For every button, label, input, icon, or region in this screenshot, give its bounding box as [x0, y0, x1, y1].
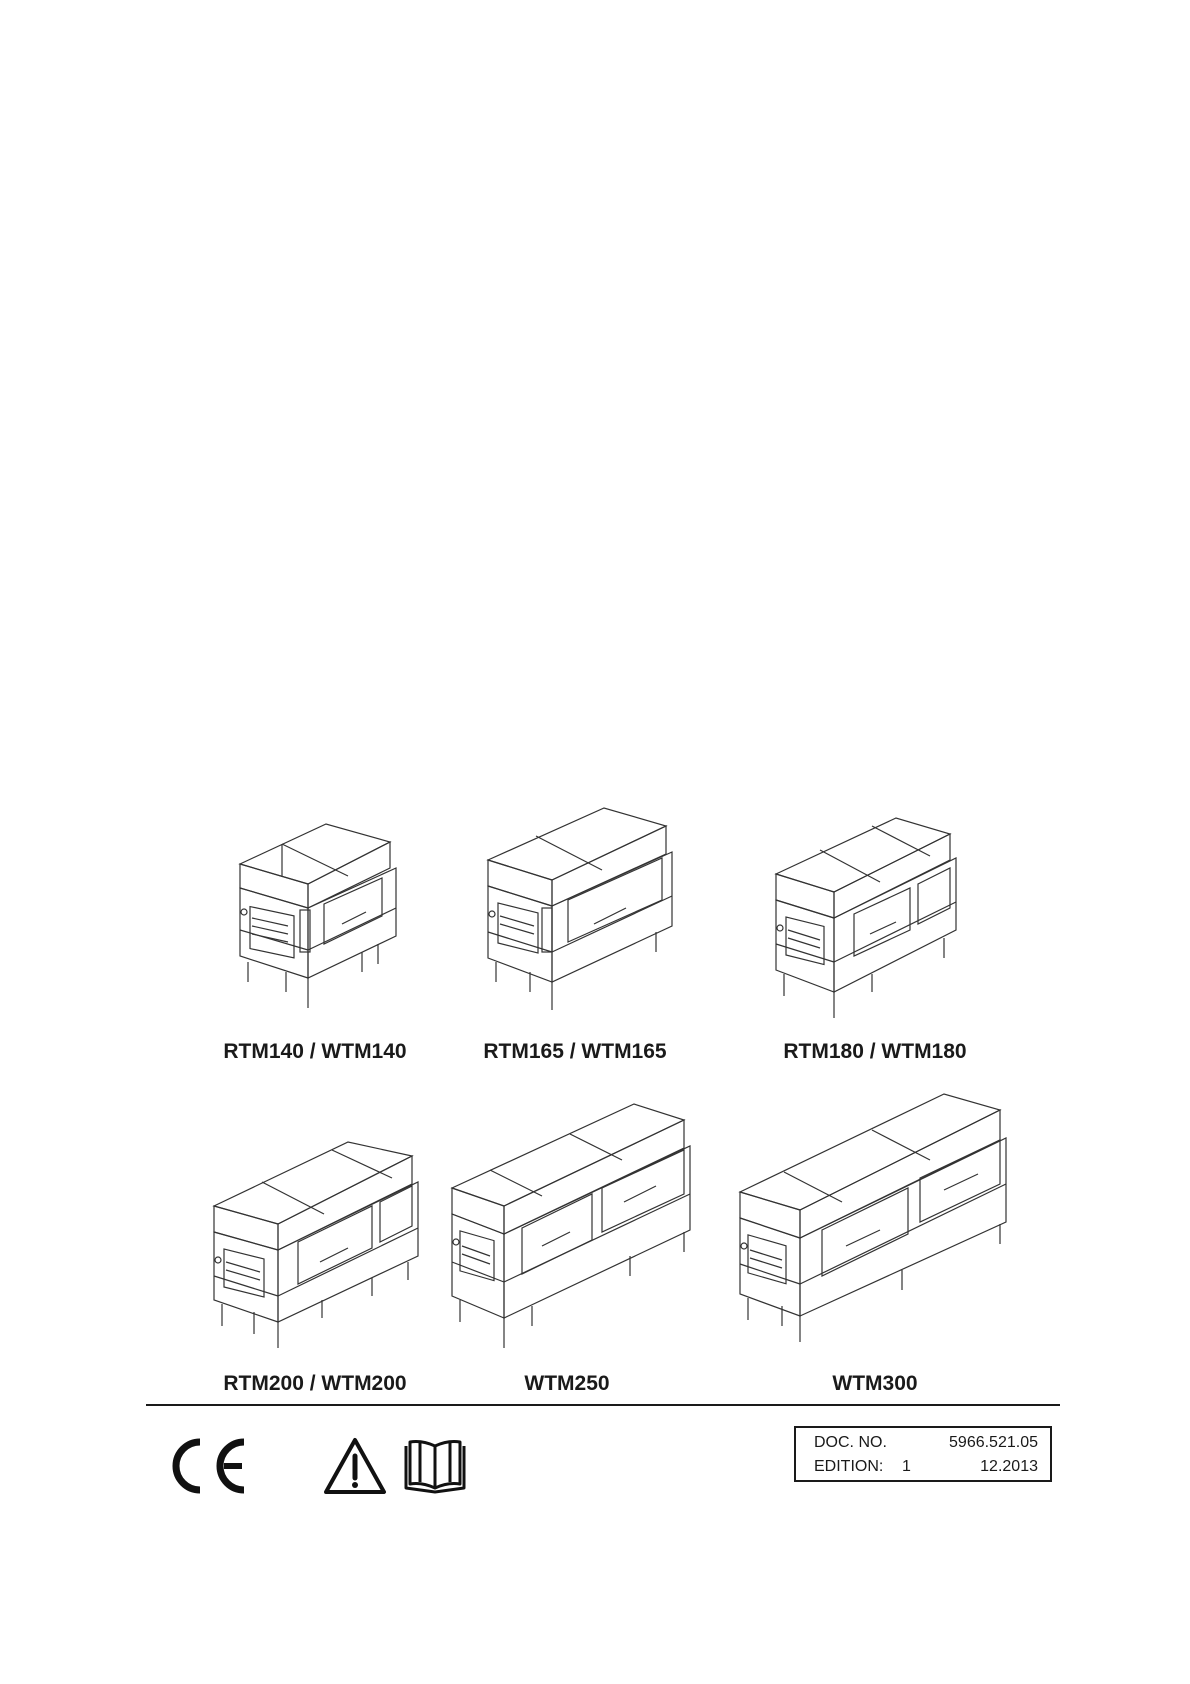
machine-illustration-wtm250: [450, 1090, 700, 1354]
doc-number-row: [796, 1431, 1050, 1455]
open-manual-icon: [400, 1436, 470, 1496]
doc-number-label: DOC. NO.: [814, 1434, 887, 1451]
machine-illustration-rtm140: [238, 812, 404, 1016]
machine-illustration-rtm180: [774, 796, 968, 1022]
machine-illustration-rtm165: [486, 796, 686, 1016]
machine-illustration-rtm200: [212, 1116, 424, 1352]
doc-number-value: 5966.521.05: [949, 1434, 1038, 1451]
model-label-rtm165: RTM165 / WTM165: [483, 1040, 667, 1063]
document-info-box: [794, 1426, 1052, 1482]
edition-label: EDITION:: [814, 1458, 884, 1475]
edition-number: 1: [902, 1458, 911, 1475]
edition-row: [796, 1455, 1050, 1479]
warning-triangle-icon: [322, 1436, 388, 1496]
machine-illustration-wtm300: [738, 1080, 1008, 1346]
ce-mark-icon: [166, 1436, 250, 1496]
model-label-rtm200: RTM200 / WTM200: [223, 1372, 407, 1395]
model-label-rtm180: RTM180 / WTM180: [783, 1040, 967, 1063]
model-label-wtm300: WTM300: [832, 1372, 918, 1395]
model-label-rtm140: RTM140 / WTM140: [223, 1040, 407, 1063]
edition-date: 12.2013: [980, 1458, 1038, 1475]
model-label-wtm250: WTM250: [524, 1372, 610, 1395]
footer-divider: [146, 1404, 1060, 1406]
